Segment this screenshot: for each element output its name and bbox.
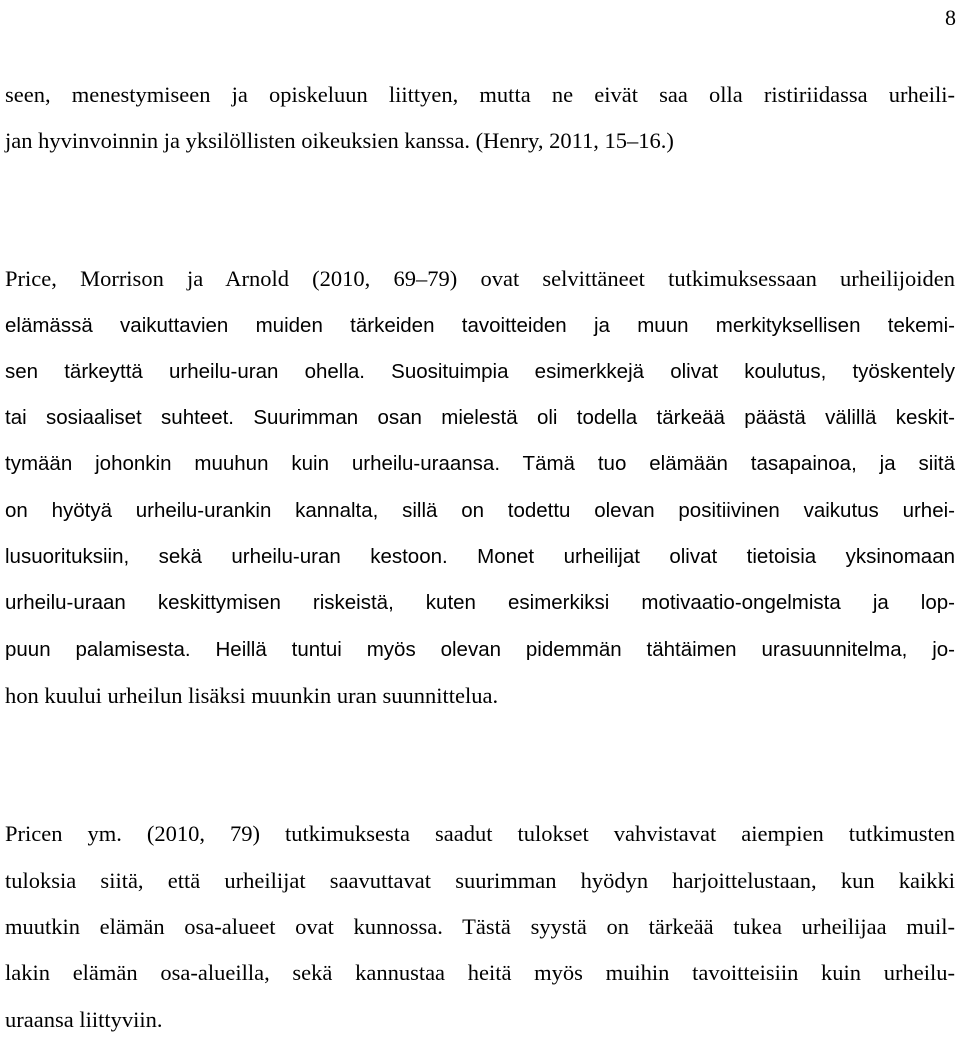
paragraph-line: Pricen ym. (2010, 79) tutkimuksesta saadut tulokset vahvistavat aiempien tutkimusten — [5, 821, 955, 846]
page-number: 8 — [945, 5, 956, 30]
paragraph-line: Price, Morrison ja Arnold (2010, 69–79) ovat selvittäneet tutkimuksessaan urheilijoiden — [5, 266, 955, 291]
paragraph-line: lusuorituksiin, sekä urheilu-uran kestoon. Monet urheilijat olivat tietoisia yksinomaan — [5, 545, 955, 568]
paragraph-line: tuloksia siitä, että urheilijat saavuttavat suurimman hyödyn harjoittelustaan, kun kaikki — [5, 868, 955, 893]
paragraph-line: lakin elämän osa-alueilla, sekä kannustaa heitä myös muihin tavoitteisiin kuin urheilu- — [5, 960, 955, 985]
paragraph-line: on hyötyä urheilu-urankin kannalta, sillä on todettu olevan positiivinen vaikutus urhei- — [5, 499, 955, 522]
paragraph-line: tymään johonkin muuhun kuin urheilu-uraansa. Tämä tuo elämään tasapainoa, ja siitä — [5, 452, 955, 475]
paragraph-line: urheilu-uraan keskittymisen riskeistä, kuten esimerkiksi motivaatio-ongelmista ja lop- — [5, 591, 955, 614]
paragraph-line: muutkin elämän osa-alueet ovat kunnossa. Tästä syystä on tärkeää tukea urheilijaa muil- — [5, 914, 955, 939]
paragraph-line: jan hyvinvoinnin ja yksilöllisten oikeuksien kanssa. (Henry, 2011, 15–16.) — [5, 128, 674, 153]
paragraph-line: uraansa liittyviin. — [5, 1007, 163, 1032]
paragraph-line: tai sosiaaliset suhteet. Suurimman osan mielestä oli todella tärkeää päästä välillä keskit- — [5, 406, 955, 429]
paragraph-line: hon kuului urheilun lisäksi muunkin uran suunnittelua. — [5, 683, 499, 708]
paragraph-line: seen, menestymiseen ja opiskeluun liittyen, mutta ne eivät saa olla ristiriidassa urheili- — [5, 82, 955, 107]
paragraph-line: sen tärkeyttä urheilu-uran ohella. Suosituimpia esimerkkejä olivat koulutus, työskentely — [5, 360, 955, 383]
paragraph-line: elämässä vaikuttavien muiden tärkeiden tavoitteiden ja muun merkityksellisen tekemi- — [5, 314, 955, 337]
paragraph-line: puun palamisesta. Heillä tuntui myös olevan pidemmän tähtäimen urasuunnitelma, jo- — [5, 638, 955, 661]
